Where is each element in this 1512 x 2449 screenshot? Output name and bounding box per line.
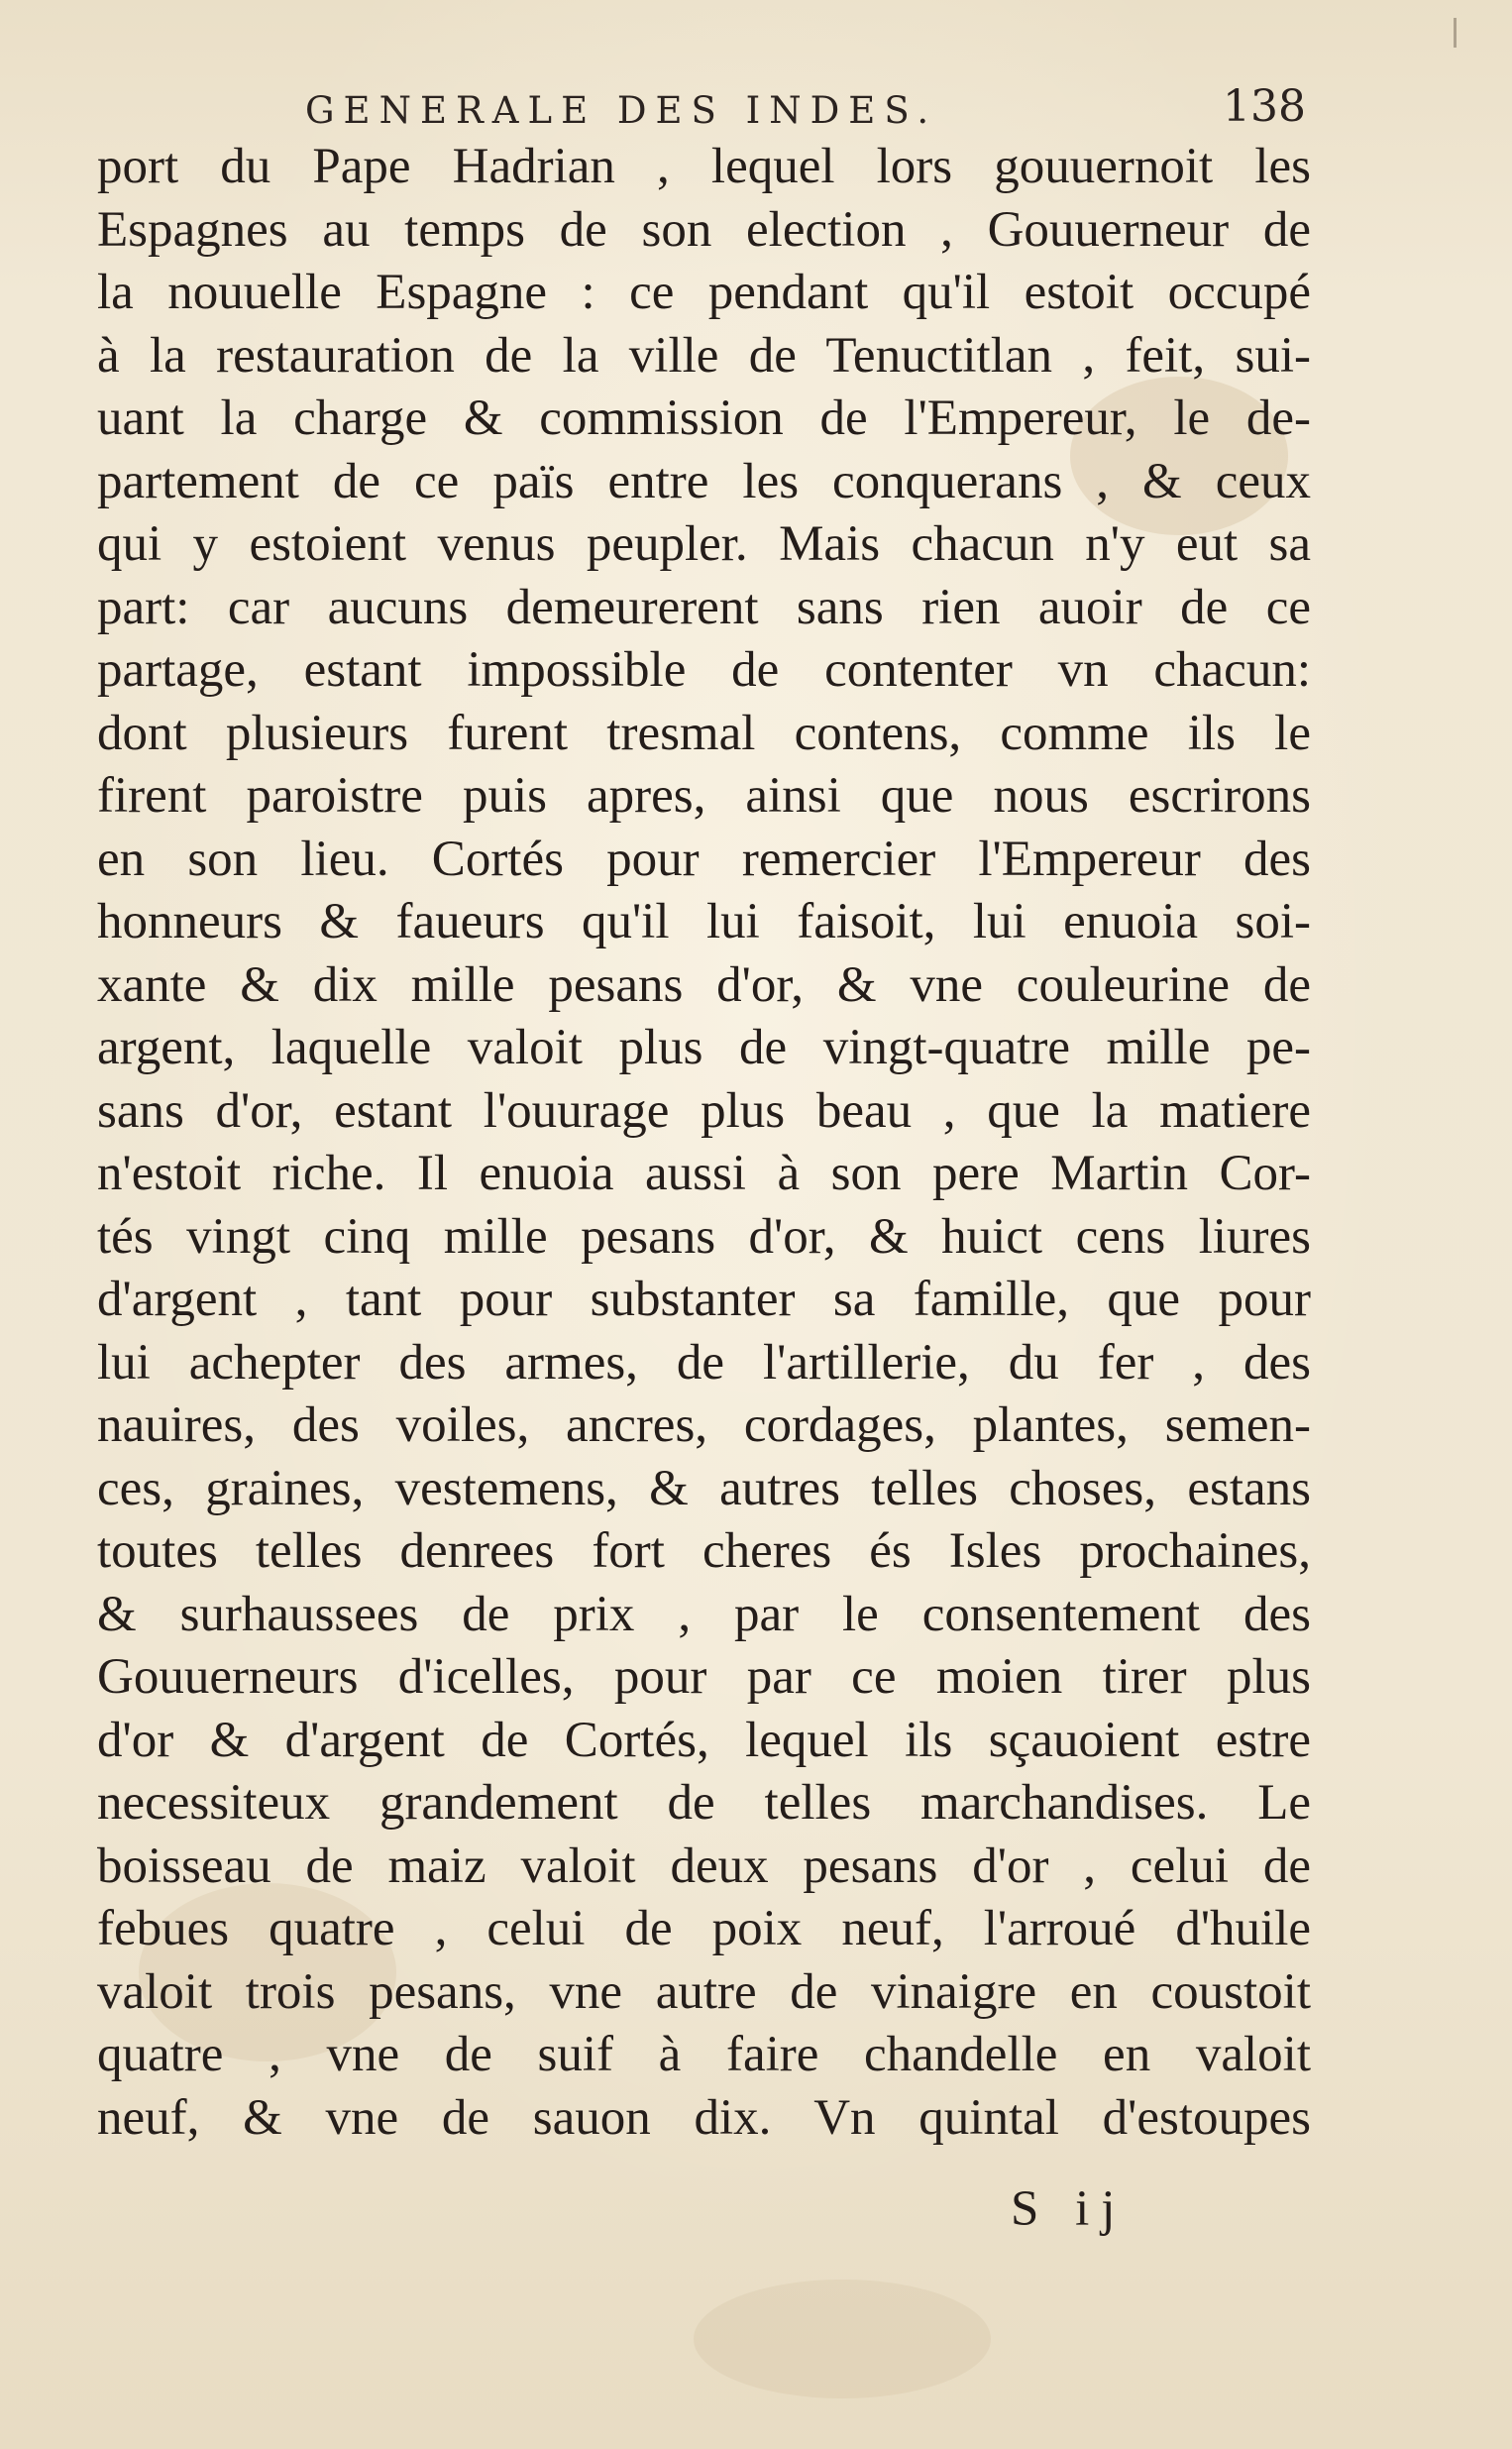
page-number: 138 [1223,81,1306,132]
text-line: d'argent , tant pour substanter sa famille, que pour [97,1272,1311,1327]
text-line: uant la charge & commission de l'Empereur, le de- [97,390,1311,446]
text-line: qui y estoient venus peupler. Mais chacun n'y eut sa [97,516,1311,572]
text-line: boisseau de maiz valoit deux pesans d'or , celui de [97,1837,1311,1894]
text-line: lui achepter des armes, de l'artillerie, du fer , des [97,1334,1311,1391]
text-line: tés vingt cinq mille pesans d'or, & huict cens liures [97,1208,1311,1265]
text-line: xante & dix mille pesans d'or, & vne couleurine de [97,956,1311,1013]
text-line: argent, laquelle valoit plus de vingt-quatre mille pe- [97,1020,1311,1075]
paper-stain [694,2280,991,2398]
text-line: ces, graines, vestemens, & autres telles choses, estans [97,1460,1311,1516]
text-line: n'estoit riche. Il enuoia aussi à son pere Martin Cor- [97,1146,1311,1201]
text-line: honneurs & faueurs qu'il lui faisoit, lui enuoia soi- [97,894,1311,949]
running-head: GENERALE DES INDES. [305,89,938,132]
margin-mark [1454,18,1466,48]
text-line: & surhaussees de prix , par le consentement des [97,1586,1311,1642]
text-line: part: car aucuns demeurerent sans rien auoir de ce [97,579,1311,635]
text-line: d'or & d'argent de Cortés, lequel ils sçauoient estre [97,1712,1311,1768]
body-text [97,136,1311,2150]
text-line: Gouuerneurs d'icelles, pour par ce moien tirer plus [97,1649,1311,1705]
text-line: partage, estant impossible de contenter vn chacun: [97,642,1311,698]
text-line: en son lieu. Cortés pour remercier l'Empereur des [97,831,1311,887]
text-line: la nouuelle Espagne : ce pendant qu'il estoit occupé [97,265,1311,320]
text-line: firent paroistre puis apres, ainsi que nous escrirons [97,768,1311,824]
text-line: dont plusieurs furent tresmal contens, comme ils le [97,705,1311,761]
text-line: neuf, & vne de sauon dix. Vn quintal d'estoupes [97,2089,1311,2146]
page-header [97,81,1326,141]
text-line: toutes telles denrees fort cheres és Isles prochaines, [97,1523,1311,1579]
signature-mark: S ij [1011,2181,1128,2237]
text-line: sans d'or, estant l'ouurage plus beau , que la matiere [97,1082,1311,1139]
text-line: febues quatre , celui de poix neuf, l'arroué d'huile [97,1901,1311,1956]
text-line: nauires, des voiles, ancres, cordages, plantes, semen- [97,1397,1311,1453]
text-line: quatre , vne de suif à faire chandelle en valoit [97,2027,1311,2082]
text-line: partement de ce païs entre les conquerans , & ceux [97,453,1311,509]
text-line: Espagnes au temps de son election , Gouuerneur de [97,201,1311,258]
text-line: à la restauration de la ville de Tenuctitlan , feit, sui- [97,327,1311,384]
text-line: valoit trois pesans, vne autre de vinaigre en coustoit [97,1963,1311,2020]
text-line: necessiteux grandement de telles marchandises. Le [97,1775,1311,1831]
text-line: port du Pape Hadrian , lequel lors gouuernoit les [97,139,1311,194]
